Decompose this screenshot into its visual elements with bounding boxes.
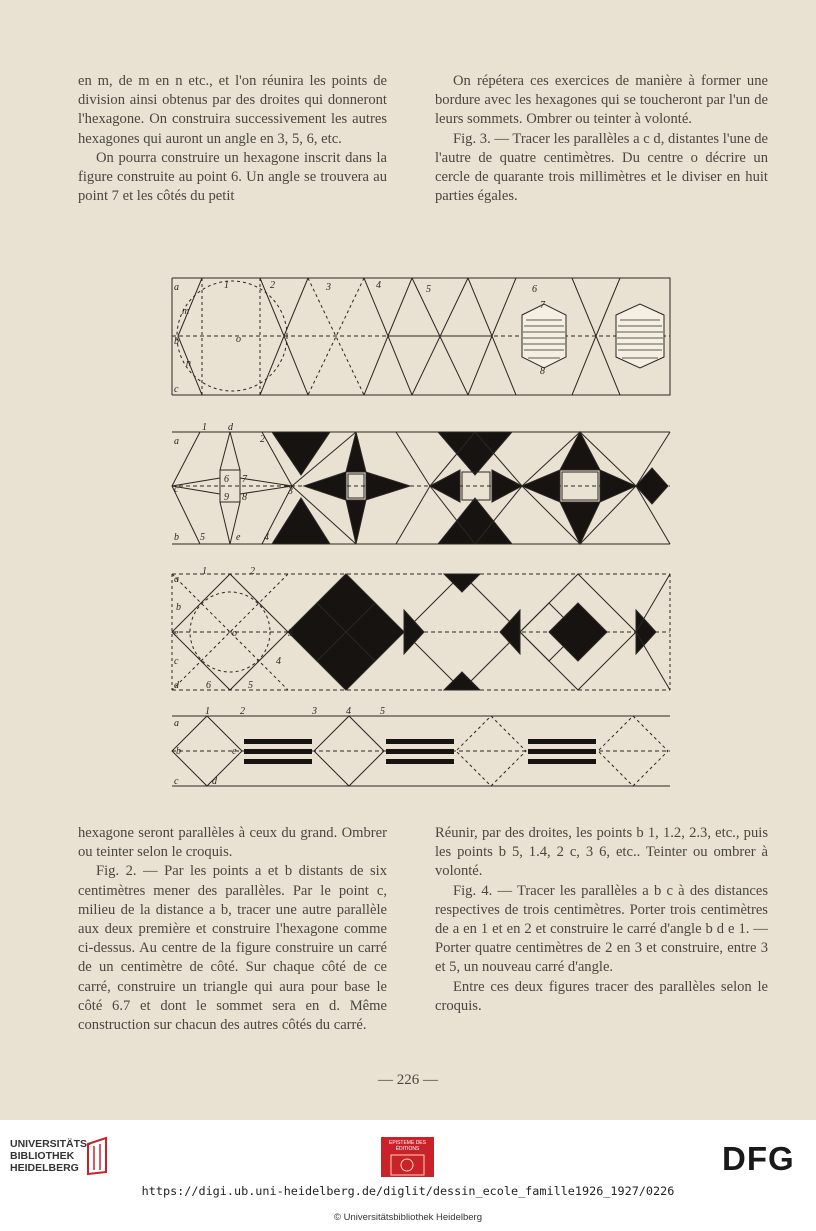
figure-1-labels [174,280,546,395]
paragraph: On pourra construire un hexagone inscrit dans la figure construite au point 6. Un angle se trouvera au point 7 et les côtés du petit [78,149,387,205]
figure-3-labels [174,566,293,691]
svg-text:6: 6 [206,680,211,691]
paragraph: hexagone seront parallèles à ceux du grand. Ombrer ou teinter selon le croquis. [78,825,387,861]
svg-text:9: 9 [224,492,229,503]
svg-text:e: e [232,746,237,757]
svg-text:o: o [236,334,241,345]
svg-text:2: 2 [250,566,255,577]
svg-text:b: b [176,746,181,757]
svg-text:4: 4 [264,532,269,543]
svg-text:d: d [174,680,179,691]
library-logo[interactable]: UNIVERSITÄTS- BIBLIOTHEK HEIDELBERG [10,1138,91,1174]
paragraph: Entre ces deux figures tracer des parallèles selon le croquis. [435,978,768,1014]
svg-text:3: 3 [312,706,317,717]
svg-text:4: 4 [346,706,351,717]
svg-text:b: b [174,336,179,347]
svg-text:8: 8 [242,492,247,503]
paragraph: Réunir, par des droites, les points b 1, 1.2, 2.3, etc., puis les points b 5, 1.4, 2 c, 3 6, etc.. Teinter ou ombrer à volonté. [435,825,768,880]
svg-text:b: b [174,532,179,543]
svg-text:d: d [228,422,233,433]
svg-text:e: e [174,628,179,639]
page-number: — 226 — [378,1072,438,1088]
paragraph: Fig. 3. — Tracer les parallèles a c d, distantes l'une de l'autre de quatre centimètres. Du centre o décrire un cercle de quarante trois millimètres et le diviser en huit parties égales. [435,130,768,205]
svg-text:o: o [232,628,237,639]
figure-4-labels [174,706,385,787]
svg-text:3: 3 [288,628,293,639]
svg-text:5: 5 [380,706,385,717]
svg-text:c: c [174,656,179,667]
svg-text:1: 1 [205,706,210,717]
svg-text:1: 1 [202,566,207,577]
svg-text:6: 6 [224,474,229,485]
svg-text:4: 4 [376,280,381,291]
paragraph: On répétera ces exercices de manière à former une bordure avec les hexagones qui se toucheront par l'un de leurs sommets. Ombrer ou teinter à volonté. [435,73,768,128]
svg-text:3: 3 [288,486,293,497]
svg-text:4: 4 [276,656,281,667]
svg-text:5: 5 [248,680,253,691]
svg-text:1: 1 [202,422,207,433]
figure-1-hexagons [172,278,670,395]
paragraph: en m, de m en n etc., et l'on réunira les points de division ainsi obtenus par des droites qui donneront l'hexagone. On construira successivement les autres hexagones qui auront un angle en 3, 5, 6, etc. [78,73,387,147]
library-emblem-icon [84,1136,114,1176]
paragraph: Fig. 2. — Par les points a et b distants de six centimètres mener des parallèles. Par le point c, milieu de la distance a b, tracer une autre parallèle aux deux première et construire l'hexagone comme ci-dessus. Au centre de la figure construire un carré de un centimètre de côté. Sur chaque côté de ce carré, construire un triangle qui aura pour base le côté 6.7 et dont le sommet sera en d. Même construction sur chacun des autres côtés du carré. [78,863,387,1034]
svg-text:m: m [182,306,190,317]
svg-text:8: 8 [540,366,545,377]
svg-text:6: 6 [532,284,537,295]
copyright-notice: © Universitätsbibliothek Heidelberg [334,1212,482,1223]
svg-text:n: n [186,358,191,369]
svg-text:2: 2 [240,706,245,717]
svg-text:e: e [236,532,241,543]
svg-text:d: d [212,776,217,787]
svg-text:7: 7 [242,474,247,485]
text-column-bottom-left [78,824,387,1035]
svg-text:c: c [174,776,179,787]
svg-text:3: 3 [326,282,331,293]
svg-text:7: 7 [540,300,545,311]
figure-3-squares [172,574,670,690]
text-column-top-left [78,72,387,206]
publisher-emblem-icon [381,1152,434,1178]
figure-4-bars [172,716,670,786]
svg-text:a: a [174,718,179,729]
dfg-logo[interactable]: DFG [722,1140,795,1177]
svg-text:a: a [174,282,179,293]
svg-text:5: 5 [426,284,431,295]
permalink-url[interactable]: https://digi.ub.uni-heidelberg.de/diglit/dessin_ecole_famille1926_1927/0226 [141,1184,675,1198]
geometric-figures [160,270,680,795]
publisher-logo[interactable]: EPISTEME DES ÉDITIONS [381,1137,434,1177]
text-column-bottom-right [435,824,768,1016]
text-column-top-right [435,72,768,206]
paragraph: Fig. 4. — Tracer les parallèles a b c à des distances respectives de trois centimètres. Porter trois centimètres de a en 1 et en 2 et construire le carré d'angle b d e 1. — Porter quatre centimètres de 2 en 3 et construire, entre 3 et 5, un nouveau carré d'angle. [435,882,768,976]
svg-text:5: 5 [200,532,205,543]
svg-text:a: a [174,436,179,447]
svg-text:2: 2 [270,280,275,291]
svg-text:a: a [174,574,179,585]
svg-text:2: 2 [260,434,265,445]
svg-text:c: c [174,384,179,395]
svg-text:1: 1 [224,280,229,291]
figure-2-stars [172,432,670,544]
svg-text:b: b [176,602,181,613]
svg-text:c: c [174,484,179,495]
